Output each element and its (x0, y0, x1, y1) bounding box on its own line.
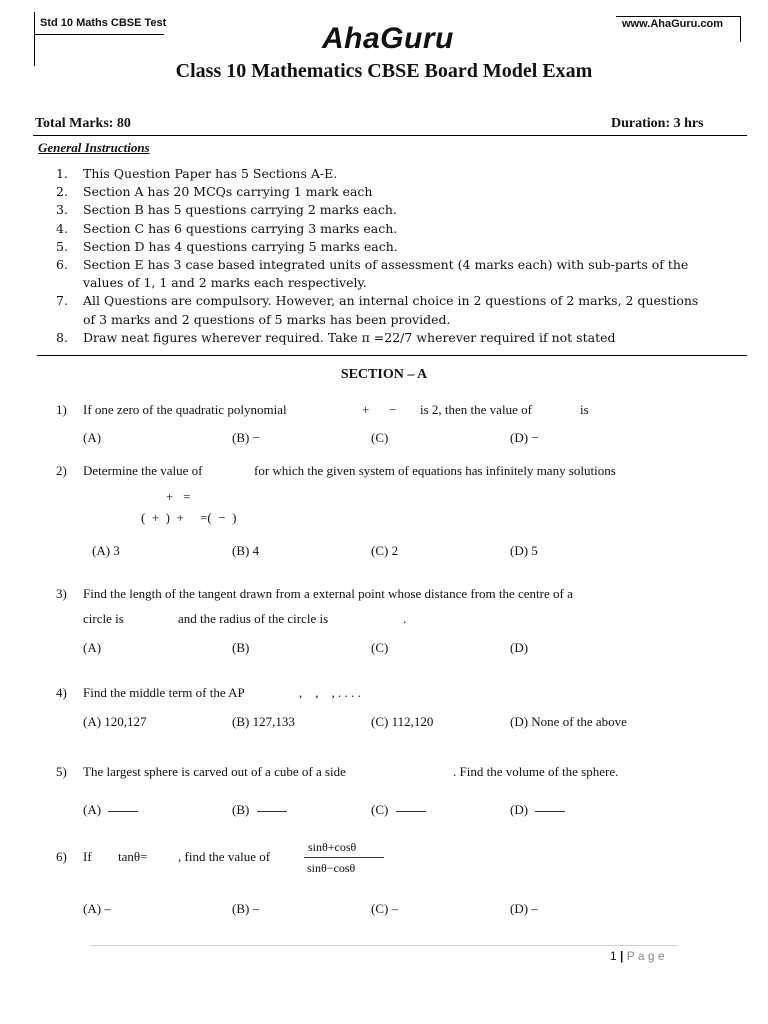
instruction-number: 1. (56, 166, 68, 181)
question-5-option-b-label: (B) (232, 802, 250, 817)
instruction-number: 8. (56, 329, 68, 345)
question-1-plus: + (362, 402, 370, 417)
instruction-text: Section D has 4 questions carrying 5 marks each. (83, 238, 398, 254)
page-title: Class 10 Mathematics CBSE Board Model Exam (175, 60, 593, 82)
question-5-option-b-fraction-bar (257, 811, 287, 812)
question-3-text-3: and the radius of the circle is (178, 611, 329, 626)
instruction-text: Draw neat figures wherever required. Take π =22/7 wherever required if not stated (83, 329, 616, 345)
logo: AhaGuru (322, 22, 454, 55)
test-label: Std 10 Maths CBSE Test (40, 17, 167, 29)
question-3-number: 3) (56, 586, 67, 601)
question-5-number: 5) (56, 764, 67, 779)
question-3-text-4: . (403, 611, 407, 626)
question-2-text: Determine the value of (83, 463, 203, 478)
page-label: P a g e (626, 949, 665, 963)
question-5-option-c-label: (C) (371, 802, 389, 817)
question-5-option-d[interactable] (510, 802, 565, 818)
instruction-text: All Questions are compulsory. However, an internal choice in 2 questions of 2 marks, 2 questions (83, 293, 699, 309)
total-marks: Total Marks: 80 (35, 116, 131, 131)
question-2-equation-1: + = (166, 489, 191, 504)
question-5-text: The largest sphere is carved out of a cube of a side (83, 764, 346, 779)
question-6-option-d[interactable]: (D) – (510, 901, 538, 916)
question-6-option-b[interactable]: (B) – (232, 901, 260, 916)
question-1-number: 1) (56, 402, 67, 417)
instruction-text: This Question Paper has 5 Sections A-E. (83, 166, 338, 181)
question-3-option-a[interactable]: (A) (83, 640, 102, 655)
header-left-rule (34, 34, 164, 35)
instruction-number: 5. (56, 238, 68, 254)
header-left-border (34, 12, 35, 66)
footer-rule (90, 945, 678, 946)
instruction-number: 6. (56, 256, 68, 272)
question-1-option-b[interactable]: (B) − (232, 430, 260, 445)
question-2-option-c[interactable]: (C) 2 (371, 543, 399, 558)
question-1-option-c[interactable]: (C) (371, 430, 389, 445)
question-5-option-a-fraction-bar (108, 811, 138, 812)
question-2-equation-2: ( + ) + =( − ) (141, 510, 237, 525)
page-separator: | (620, 949, 624, 963)
question-2-option-b[interactable]: (B) 4 (232, 543, 260, 558)
question-2-number: 2) (56, 463, 67, 478)
question-5-option-c-fraction-bar (396, 811, 426, 812)
question-3-text: Find the length of the tangent drawn from a external point whose distance from the centre of a (83, 586, 573, 601)
instruction-text: of 3 marks and 2 questions of 5 marks has been provided. (83, 311, 451, 327)
question-4-option-b[interactable]: (B) 127,133 (232, 714, 295, 729)
instruction-number: 4. (56, 220, 68, 236)
question-1-text-3: is (580, 402, 589, 417)
instructions-heading: General Instructions (38, 140, 150, 155)
question-5-option-a[interactable] (83, 802, 138, 818)
question-6-text: If (83, 849, 92, 864)
question-5-option-a-label: (A) (83, 802, 102, 817)
question-4-sequence: , , , . . . . (299, 685, 361, 700)
question-2-option-d[interactable]: (D) 5 (510, 543, 538, 558)
question-5-option-b[interactable] (232, 802, 287, 818)
question-4-option-a[interactable]: (A) 120,127 (83, 714, 147, 729)
instruction-number: 3. (56, 202, 68, 218)
question-6-text-2: , find the value of (178, 849, 271, 864)
question-1-option-d[interactable]: (D) − (510, 430, 539, 445)
question-6-denominator: sinθ−cosθ (307, 861, 356, 875)
question-5-text-2: . Find the volume of the sphere. (453, 764, 619, 779)
instruction-text: Section A has 20 MCQs carrying 1 mark each (83, 184, 373, 200)
question-3-option-d[interactable]: (D) (510, 640, 529, 655)
question-3-option-c[interactable]: (C) (371, 640, 389, 655)
question-5-option-d-label: (D) (510, 802, 529, 817)
header-right-rule (616, 16, 740, 17)
section-title: SECTION – A (340, 367, 428, 382)
question-4-option-c[interactable]: (C) 112,120 (371, 714, 434, 729)
question-1-option-a[interactable]: (A) (83, 430, 102, 445)
question-6-fraction-bar (304, 857, 384, 858)
meta-divider (33, 135, 747, 136)
question-2-option-a[interactable]: (A) 3 (92, 543, 120, 558)
question-3-option-b[interactable]: (B) (232, 640, 250, 655)
instruction-number: 2. (56, 184, 68, 200)
instruction-number: 7. (56, 293, 68, 309)
instruction-text: Section E has 3 case based integrated units of assessment (4 marks each) with sub-parts of the (83, 256, 689, 272)
question-1-text-2: is 2, then the value of (420, 402, 532, 417)
question-1-text: If one zero of the quadratic polynomial (83, 402, 287, 417)
question-6-numerator: sinθ+cosθ (308, 840, 357, 854)
duration: Duration: 3 hrs (611, 116, 704, 131)
instruction-text: Section B has 5 questions carrying 2 marks each. (83, 202, 397, 218)
instruction-text: values of 1, 1 and 2 marks each respectively. (83, 275, 367, 291)
question-5-option-c[interactable] (371, 802, 426, 818)
question-5-option-d-fraction-bar (535, 811, 565, 812)
question-1-minus: − (389, 402, 397, 417)
question-3-text-2: circle is (83, 611, 124, 626)
question-2-text-2: for which the given system of equations has infinitely many solutions (254, 463, 616, 478)
header-right-border (740, 16, 741, 42)
instruction-text: Section C has 6 questions carrying 3 marks each. (83, 220, 398, 236)
question-6-option-a[interactable]: (A) – (83, 901, 111, 916)
question-6-number: 6) (56, 849, 67, 864)
instructions-divider (37, 355, 747, 356)
website-link[interactable]: www.AhaGuru.com (622, 18, 724, 30)
question-4-text: Find the middle term of the AP (83, 685, 245, 700)
page-number: 1 (610, 949, 617, 963)
question-4-option-d[interactable]: (D) None of the above (510, 714, 627, 729)
question-6-option-c[interactable]: (C) – (371, 901, 399, 916)
page-footer (610, 949, 665, 963)
question-6-tan: tanθ= (118, 849, 148, 864)
question-4-number: 4) (56, 685, 67, 700)
